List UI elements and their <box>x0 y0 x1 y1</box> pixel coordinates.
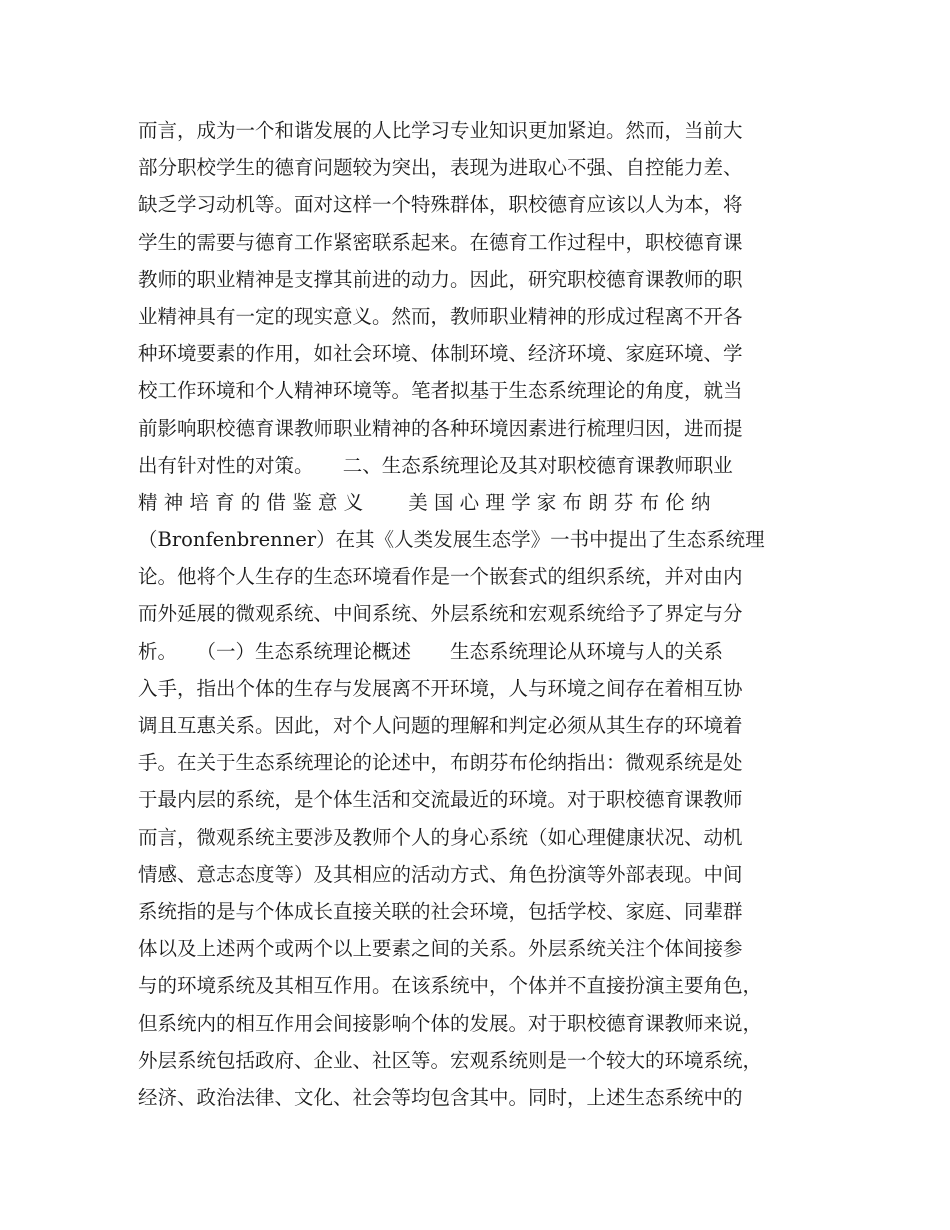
text-line: 业精神具有一定的现实意义。然而，教师职业精神的形成过程离不开各 <box>138 304 743 328</box>
text-line: 情感、意志态度等）及其相应的活动方式、角色扮演等外部表现。中间 <box>138 862 743 886</box>
text-line: （Bronfenbrenner）在其《人类发展生态学》一书中提出了生态系统理 <box>138 528 765 552</box>
text-line: 系统指的是与个体成长直接关联的社会环境，包括学校、家庭、同辈群 <box>138 899 743 923</box>
text-line: 于最内层的系统，是个体生活和交流最近的环境。对于职校德育课教师 <box>138 788 743 812</box>
text-line: 体以及上述两个或两个以上要素之间的关系。外层系统关注个体间接参 <box>138 937 743 961</box>
text-line: 校工作环境和个人精神环境等。笔者拟基于生态系统理论的角度，就当 <box>138 379 743 403</box>
text-line: 而外延展的微观系统、中间系统、外层系统和宏观系统给予了界定与分 <box>138 602 743 626</box>
text-line: 学生的需要与德育工作紧密联系起来。在德育工作过程中，职校德育课 <box>138 230 743 254</box>
text-line: 缺乏学习动机等。面对这样一个特殊群体，职校德育应该以人为本，将 <box>138 193 743 217</box>
text-line: 种环境要素的作用，如社会环境、体制环境、经济环境、家庭环境、学 <box>138 342 743 366</box>
text-line: 部分职校学生的德育问题较为突出，表现为进取心不强、自控能力差、 <box>138 156 743 180</box>
text-line: 出有针对性的对策。 二、生态系统理论及其对职校德育课教师职业 <box>138 453 733 477</box>
text-line: 论。他将个人生存的生态环境看作是一个嵌套式的组织系统，并对由内 <box>138 565 743 589</box>
text-line: 手。在关于生态系统理论的论述中，布朗芬布伦纳指出：微观系统是处 <box>138 751 743 775</box>
body-text <box>138 112 828 1116</box>
text-line: 与的环境系统及其相互作用。在该系统中，个体并不直接扮演主要角色， <box>138 974 763 998</box>
text-line: 前影响职校德育课教师职业精神的各种环境因素进行梳理归因，进而提 <box>138 416 743 440</box>
text-line: 析。 （一）生态系统理论概述 生态系统理论从环境与人的关系 <box>138 639 724 663</box>
text-line: 调且互惠关系。因此，对个人问题的理解和判定必须从其生存的环境着 <box>138 714 743 737</box>
text-line: 外层系统包括政府、企业、社区等。宏观系统则是一个较大的环境系统， <box>138 1048 763 1072</box>
text-line: 但系统内的相互作用会间接影响个体的发展。对于职校德育课教师来说， <box>138 1011 763 1035</box>
text-line: 经济、政治法律、文化、社会等均包含其中。同时，上述生态系统中的 <box>138 1085 743 1109</box>
text-line: 而言，成为一个和谐发展的人比学习专业知识更加紧迫。然而，当前大 <box>138 119 743 142</box>
text-line: 教师的职业精神是支撑其前进的动力。因此，研究职校德育课教师的职 <box>138 267 743 291</box>
text-line: 精 神 培 育 的 借 鉴 意 义 美 国 心 理 学 家 布 朗 芬 布 伦 纳 <box>138 490 711 514</box>
text-line: 而言，微观系统主要涉及教师个人的身心系统（如心理健康状况、动机 <box>138 825 743 849</box>
text-line: 入手，指出个体的生存与发展离不开环境，人与环境之间存在着相互协 <box>138 676 743 700</box>
